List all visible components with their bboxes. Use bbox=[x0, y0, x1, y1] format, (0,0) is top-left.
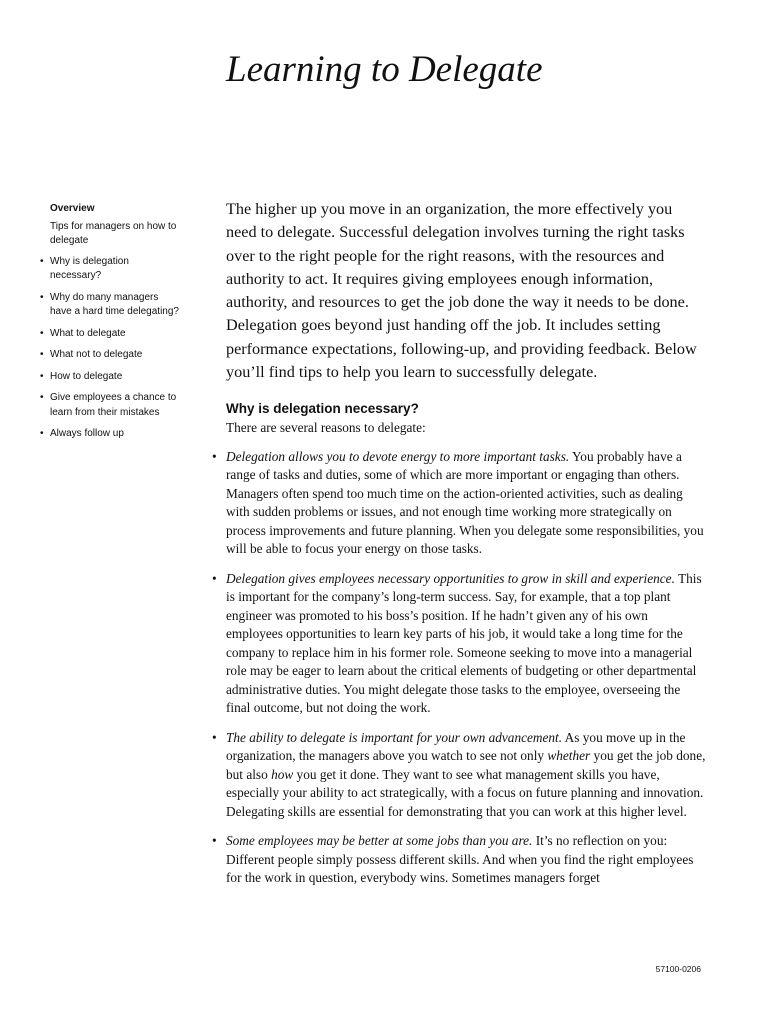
overview-description: Tips for managers on how to delegate bbox=[50, 220, 177, 246]
reason-text: you get the job done, but also bbox=[226, 748, 706, 782]
reasons-list bbox=[212, 448, 706, 888]
reason-item bbox=[212, 729, 706, 822]
reason-item bbox=[212, 448, 706, 559]
toc-item-why-delegation-necessary[interactable]: • Why is delegation necessary? bbox=[40, 255, 180, 284]
reason-lead: Delegation gives employees necessary opportunities to grow in skill and experience. bbox=[226, 570, 675, 586]
toc-item-learn-from-mistakes[interactable]: • Give employees a chance to learn from their mistakes bbox=[40, 391, 180, 420]
toc-item-always-follow-up[interactable]: • Always follow up bbox=[40, 427, 180, 442]
reason-item bbox=[212, 832, 706, 888]
bullet-icon: • bbox=[212, 833, 217, 849]
reason-text: you get it done. They want to see what management skills you have, especially your ability to act strategically, with a focus on future planning and innovation. Delegating skills are essential for demonstrating that you can work at this higher level. bbox=[226, 766, 704, 819]
reason-lead: Delegation allows you to devote energy to more important tasks. bbox=[226, 448, 570, 464]
bullet-icon: • bbox=[212, 448, 217, 464]
emphasis-word: whether bbox=[547, 748, 591, 764]
section-heading: Why is delegation necessary? bbox=[226, 401, 419, 417]
reason-text: This is important for the company’s long-term success. Say, for example, that a top plant engineer was promoted to his boss’s position. If he hadn’t given any of his own employees opportunities to learn key parts of his job, it would take a long time for the company to replace him in his former role. Someone seeking to move into a managerial role may be eager to learn about the critical elements of budgeting or other departmental administrative duties. You might delegate those tasks to the employee, overseeing the final outcome, but not doing the work. bbox=[226, 570, 702, 716]
reason-text: As you move up in the organization, the managers above you watch to see not only bbox=[226, 729, 686, 764]
reason-lead: The ability to delegate is important for your own advancement. bbox=[226, 729, 563, 745]
page-title: Learning to Delegate bbox=[226, 49, 543, 90]
overview-heading: Overview bbox=[50, 203, 95, 214]
toc-list bbox=[40, 255, 180, 442]
bullet-icon: • bbox=[212, 729, 217, 745]
reason-text: You probably have a range of tasks and duties, some of which are more important or engaging than others. Managers often spend too much time on the action-oriented activities, such as dealing with sudden problems or issues, and not enough time working more strategically on process improvements and future planning. When you delegate some responsibilities, you will be able to focus your energy on those tasks. bbox=[226, 448, 704, 557]
reason-lead: Some employees may be better at some jobs than you are. bbox=[226, 833, 533, 849]
main-content bbox=[212, 198, 706, 899]
toc-item-what-to-delegate[interactable]: • What to delegate bbox=[40, 327, 180, 342]
intro-paragraph: The higher up you move in an organization, the more effectively you need to delegate. Successful delegation involves turning the right tasks over to the right people for the right reasons, with the resources and authority to act. It requires giving employees enough information, authority, and resources to get the job done the way it needs to be done. Delegation goes beyond just handing off the job. It includes setting performance expectations, following-up, and providing feedback. Below you’ll find tips to help you learn to successfully delegate. bbox=[226, 200, 697, 382]
toc-item-why-hard-time-delegating[interactable]: • Why do many managers have a hard time delegating? bbox=[40, 291, 180, 320]
toc-item-how-to-delegate[interactable]: • How to delegate bbox=[40, 370, 180, 385]
emphasis-word: how bbox=[271, 766, 294, 782]
sidebar-toc bbox=[40, 202, 180, 449]
reason-item bbox=[212, 570, 706, 718]
bullet-icon: • bbox=[212, 570, 217, 586]
section-intro: There are several reasons to delegate: bbox=[226, 420, 426, 436]
document-code: 57100-0206 bbox=[655, 964, 701, 974]
toc-item-what-not-to-delegate[interactable]: • What not to delegate bbox=[40, 348, 180, 363]
reason-text: It’s no reflection on you: Different people simply possess different skills. And when you find the right employees for the work in question, everybody wins. Sometimes managers forget bbox=[226, 833, 694, 886]
